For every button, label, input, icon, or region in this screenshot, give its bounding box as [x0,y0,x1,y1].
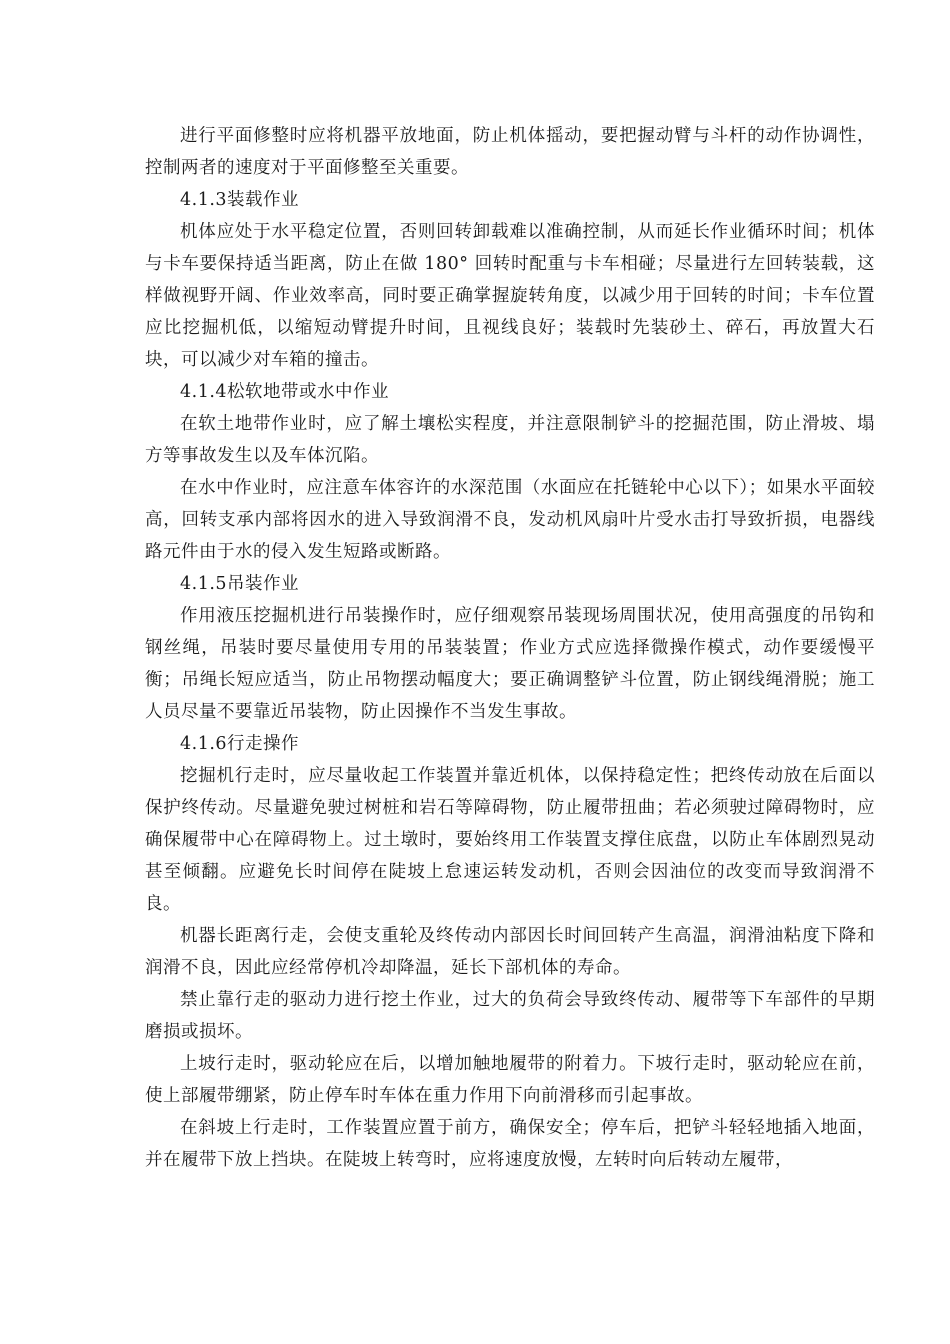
paragraph-loading: 机体应处于水平稳定位置，否则回转卸载难以准确控制，从而延长作业循环时间；机体与卡车要保持适当距离，防止在做 180° 回转时配重与卡车相碰；尽量进行左回转装载，这样做视野开阔、作业效率高，同时要正确掌握旋转角度，以减少用于回转的时间；卡车位置应比挖掘机低，以缩短动臂提升时间，且视线良好；装载时先装砂土、碎石，再放置大石块，可以减少对车箱的撞击。 [145,222,875,370]
paragraph-incline-parking: 在斜坡上行走时，工作装置应置于前方，确保安全；停车后，把铲斗轻轻地插入地面，并在履带下放上挡块。在陡坡上转弯时，应将速度放慢，左转时向后转动左履带， [145,1118,875,1170]
paragraph-no-travel-digging: 禁止靠行走的驱动力进行挖土作业，过大的负荷会导致终传动、履带等下车部件的早期磨损或损坏。 [145,990,875,1042]
section-heading-4-1-3: 4.1.3装载作业 [180,190,300,210]
paragraph-long-distance-travel: 机器长距离行走，会使支重轮及终传动内部因长时间回转产生高温，润滑油粘度下降和润滑不良，因此应经常停机冷却降温，延长下部机体的寿命。 [145,926,875,978]
paragraph-slope-travel: 上坡行走时，驱动轮应在后，以增加触地履带的附着力。下坡行走时，驱动轮应在前，使上部履带绷紧，防止停车时车体在重力作用下向前滑移而引起事故。 [145,1054,875,1106]
section-heading-4-1-6: 4.1.6行走操作 [180,734,300,754]
paragraph-travel-operation: 挖掘机行走时，应尽量收起工作装置并靠近机体，以保持稳定性；把终传动放在后面以保护终传动。尽量避免驶过树桩和岩石等障碍物，防止履带扭曲；若必须驶过障碍物时，应确保履带中心在障碍物上。过土墩时，要始终用工作装置支撑住底盘，以防止车体剧烈晃动甚至倾翻。应避免长时间停在陡坡上怠速运转发动机，否则会因油位的改变而导致润滑不良。 [145,766,875,914]
paragraph-soft-ground: 在软土地带作业时，应了解土壤松实程度，并注意限制铲斗的挖掘范围，防止滑坡、塌方等事故发生以及车体沉陷。 [145,414,875,466]
paragraph-plane-trimming: 进行平面修整时应将机器平放地面，防止机体摇动，要把握动臂与斗杆的动作协调性，控制两者的速度对于平面修整至关重要。 [145,126,875,178]
paragraph-water-work: 在水中作业时，应注意车体容许的水深范围（水面应在托链轮中心以下）；如果水平面较高，回转支承内部将因水的进入导致润滑不良，发动机风扇叶片受水击打导致折损，电器线路元件由于水的侵入发生短路或断路。 [145,478,875,562]
section-heading-4-1-5: 4.1.5吊装作业 [180,574,300,594]
section-heading-4-1-4: 4.1.4松软地带或水中作业 [180,382,390,402]
paragraph-lifting: 作用液压挖掘机进行吊装操作时，应仔细观察吊装现场周围状况，使用高强度的吊钩和钢丝绳，吊装时要尽量使用专用的吊装装置；作业方式应选择微操作模式，动作要缓慢平衡；吊绳长短应适当，防止吊物摆动幅度大；要正确调整铲斗位置，防止钢线绳滑脱；施工人员尽量不要靠近吊装物，防止因操作不当发生事故。 [145,606,875,722]
